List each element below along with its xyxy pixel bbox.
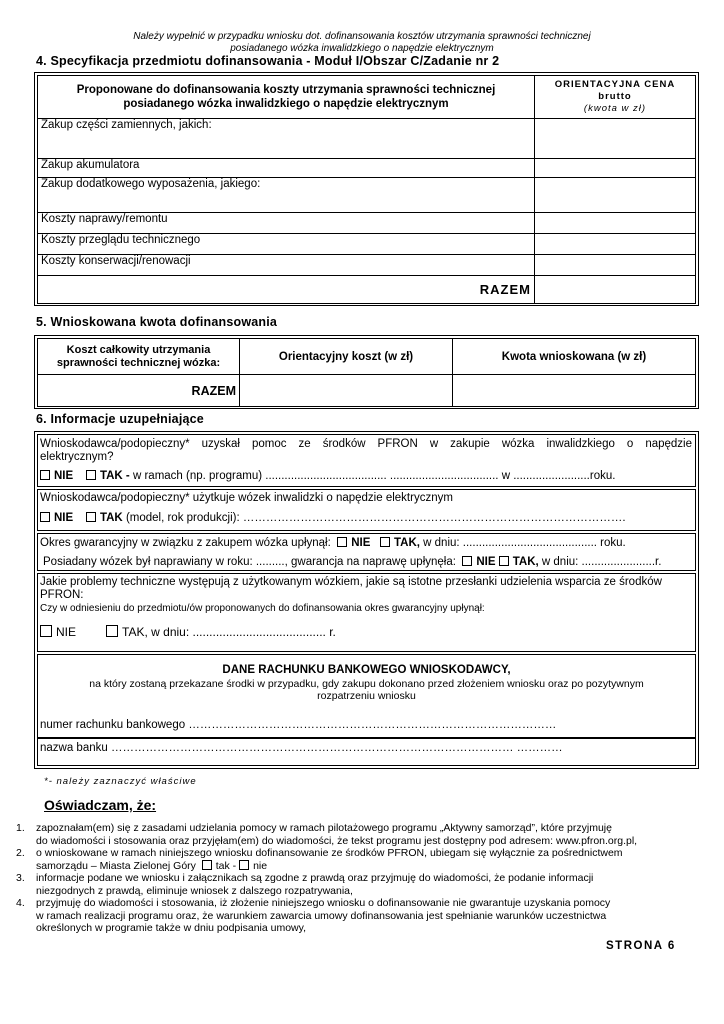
- footnote: *- należy zaznaczyć właściwe: [44, 776, 197, 787]
- bank-divider: [37, 737, 696, 739]
- repair-warranty-no-label: NIE: [476, 556, 496, 568]
- declaration-item-text: w ramach realizacji programu oraz, że warunkiem zawarcia umowy dofinansowania jest spełnianie warunków uczestnictwa: [36, 909, 607, 922]
- section-5-estimated-cost-input[interactable]: [240, 375, 453, 407]
- self-govt-yes-checkbox[interactable]: [202, 860, 212, 870]
- section-4-title: 4. Specyfikacja przedmiotu dofinansowania - Moduł I/Obszar C/Zadanie nr 2: [36, 54, 500, 68]
- declaration-item-text: określonych w programie także w dniu podpisania umowy,: [36, 922, 307, 934]
- bank-details-subtitle-l1: na który zostaną przekazane środki w przypadku, gdy zakupu dokonano przed złożeniem wniosku oraz po pozytywnym: [89, 678, 644, 690]
- section-4-row-price-input[interactable]: [535, 234, 696, 255]
- self-govt-no-checkbox[interactable]: [239, 860, 249, 870]
- section-5-header-total-cost: [38, 339, 240, 375]
- section-4-row-label: Zakup dodatkowego wyposażenia, jakiego:: [38, 178, 535, 213]
- section-4-table: [37, 75, 696, 304]
- prior-aid-no-label: NIE: [54, 470, 74, 482]
- technical-problems-text-l2: PFRON:: [40, 589, 84, 601]
- section-4-row-price-input[interactable]: [535, 213, 696, 234]
- section-4-header-cost-l2: posiadanego wózka inwalidzkiego o napędzie elektrycznym: [123, 98, 449, 110]
- declaration-item-2: [16, 847, 692, 872]
- section-5-total-label: RAZEM: [38, 375, 240, 407]
- question-uses-wheelchair-text: Wnioskodawca/podopieczny* użytkuje wózek inwalidzki o napędzie elektrycznym: [40, 492, 453, 504]
- declaration-item-number: 4.: [16, 897, 25, 909]
- section-4-row-label: Koszty konserwacji/renowacji: [38, 255, 535, 276]
- uses-wheelchair-no-label: NIE: [54, 512, 74, 524]
- section-4-header-cost-l1: Proponowane do dofinansowania koszty utrzymania sprawności technicznej: [76, 84, 496, 96]
- uses-wheelchair-no-checkbox[interactable]: [40, 512, 50, 522]
- page-number: STRONA 6: [606, 940, 676, 952]
- item-warranty-no-label: NIE: [56, 625, 77, 639]
- prior-aid-yes-label: TAK -: [99, 470, 130, 482]
- declaration-item-text: informacje podane we wniosku i załącznikach są zgodne z prawdą oraz przyjmuję do wiadomości, że podanie informacji: [36, 872, 594, 884]
- section-5-requested-amount-input[interactable]: [453, 375, 696, 407]
- section-4-row-label: Koszty przeglądu technicznego: [38, 234, 535, 255]
- warranty-no-label: NIE: [351, 537, 371, 549]
- section-5-header-total-cost-l2: sprawności technicznej wózka:: [56, 356, 221, 369]
- repair-warranty-question-text: Posiadany wózek był naprawiany w roku: ........., gwarancja na naprawę upłynęła:: [43, 556, 456, 568]
- section-4-row-label: Zakup części zamiennych, jakich:: [38, 119, 535, 159]
- section-4-header-price-l2: brutto: [598, 91, 632, 102]
- uses-wheelchair-yes-checkbox[interactable]: [86, 512, 96, 522]
- header-note-line-2: posiadanego wózka inwalidzkiego o napędzie elektrycznym: [230, 43, 494, 54]
- declaration-item-text: niezgodnych z prawdą, eliminuje wniosek z dalszego rozpatrywania,: [36, 884, 353, 897]
- question-prior-aid-text-l2: elektrycznym?: [40, 451, 114, 463]
- header-note: [0, 31, 724, 55]
- prior-aid-no-checkbox[interactable]: [40, 470, 50, 480]
- item-warranty-yes-checkbox[interactable]: [106, 625, 118, 637]
- section-4-row-label: Zakup akumulatora: [38, 159, 535, 178]
- uses-wheelchair-yes-label: TAK: [99, 512, 123, 524]
- declaration-item-text: o wnioskowane w ramach niniejszego wniosku dofinansowanie ze środków PFRON, ubiegam się wyłącznie za pośrednictwem: [36, 847, 623, 859]
- declaration-item-number: 2.: [16, 847, 25, 859]
- item-warranty-no-checkbox[interactable]: [40, 625, 52, 637]
- bank-name-field[interactable]: nazwa banku …………………………………………………………………………………………… …………: [40, 742, 563, 754]
- section-5-header-total-cost-l1: Koszt całkowity utrzymania: [66, 343, 211, 356]
- declaration-item-number: 3.: [16, 872, 25, 884]
- declaration-item-text: zapoznałam(em) się z zasadami udzielania pomocy w ramach pilotażowego programu „Aktywny samorząd”, które przyjmuję: [36, 822, 612, 834]
- warranty-no-checkbox[interactable]: [337, 537, 347, 547]
- declaration-item-4: [16, 897, 692, 935]
- wheelchair-model-field: (model, rok produkcji): ……………………………………………………………………………………….: [125, 512, 626, 524]
- section-4-header-price: [535, 76, 696, 119]
- declaration-title: Oświadczam, że:: [44, 797, 157, 813]
- section-4-row-price-input[interactable]: [535, 159, 696, 178]
- bank-details-title: DANE RACHUNKU BANKOWEGO WNIOSKODAWCY,: [222, 664, 511, 676]
- section-4-row-price-input[interactable]: [535, 119, 696, 159]
- self-govt-no-label: nie: [253, 859, 268, 872]
- section-4-total-label: RAZEM: [38, 276, 535, 304]
- warranty-yes-label: TAK,: [393, 537, 420, 549]
- repair-warranty-date-field: w dniu: .......................r.: [541, 556, 662, 568]
- warranty-yes-checkbox[interactable]: [380, 537, 390, 547]
- warranty-question-text: Okres gwarancyjny w związku z zakupem wózka upłynął:: [40, 537, 331, 549]
- prior-aid-yes-checkbox[interactable]: [86, 470, 96, 480]
- section-4-header-cost: [38, 76, 535, 119]
- prior-aid-details: w ramach (np. programu) ...................................... .................................. w ........................roku.: [132, 470, 616, 482]
- section-5-table: [37, 338, 696, 407]
- header-note-line-1: Należy wypełnić w przypadku wniosku dot. dofinansowania kosztów utrzymania sprawności technicznej: [133, 31, 591, 42]
- section-4-header-price-l1: ORIENTACYJNA CENA: [554, 79, 676, 90]
- section-4-row-price-input[interactable]: [535, 178, 696, 213]
- section-4-row-label: Koszty naprawy/remontu: [38, 213, 535, 234]
- bank-account-number-field[interactable]: numer rachunku bankowego ……………………………………………………………………………………: [40, 719, 557, 731]
- repair-warranty-no-checkbox[interactable]: [462, 556, 472, 566]
- technical-problems-warranty-text: Czy w odniesieniu do przedmiotu/ów proponowanych do dofinansowania okres gwarancyjny upłynął:: [40, 603, 485, 614]
- declaration-item-3: [16, 872, 692, 897]
- section-6-title: 6. Informacje uzupełniające: [36, 412, 204, 426]
- declaration-item-text: samorządu – Miasta Zielonej Góry: [36, 859, 196, 872]
- repair-warranty-yes-checkbox[interactable]: [499, 556, 509, 566]
- declaration-item-text: do wiadomości i stosowania oraz przyjęłam(em) do wiadomości, że tekst programu jest dostępny pod adresem: www.pfron.org.pl,: [36, 834, 638, 847]
- self-govt-yes-label: tak -: [215, 859, 237, 872]
- declaration-item-1: [16, 822, 692, 847]
- section-4-header-price-l3: (kwota w zł): [583, 103, 647, 114]
- section-5-header-estimated-cost: Orientacyjny koszt (w zł): [240, 339, 453, 375]
- declaration-item-number: 1.: [16, 822, 25, 834]
- section-5-header-requested-amount: Kwota wnioskowana (w zł): [453, 339, 696, 375]
- bank-details-subtitle-l2: rozpatrzeniu wniosku: [317, 690, 416, 702]
- section-5-title: 5. Wnioskowana kwota dofinansowania: [36, 315, 278, 329]
- section-4-total-input[interactable]: [535, 276, 696, 304]
- section-4-row-price-input[interactable]: [535, 255, 696, 276]
- repair-warranty-yes-label: TAK,: [512, 556, 539, 568]
- declaration-item-text: przyjmuję do wiadomości i stosowania, iż złożenie niniejszego wniosku o dofinansowanie nie gwarantuje uzyskania pomocy: [36, 897, 611, 909]
- question-prior-aid-text-l1: Wnioskodawca/podopieczny* uzyskał pomoc ze środków PFRON w zakupie wózka inwalidzkiego o napędzie: [40, 438, 692, 450]
- item-warranty-yes-date-field: TAK, w dniu: ........................................ r.: [122, 625, 336, 639]
- warranty-date-field: w dniu: .......................................... roku.: [423, 537, 626, 549]
- technical-problems-text-l1: Jakie problemy techniczne występują z użytkowanym wózkiem, jakie są istotne przesłanki udzielenia wsparcia ze środków: [40, 576, 662, 588]
